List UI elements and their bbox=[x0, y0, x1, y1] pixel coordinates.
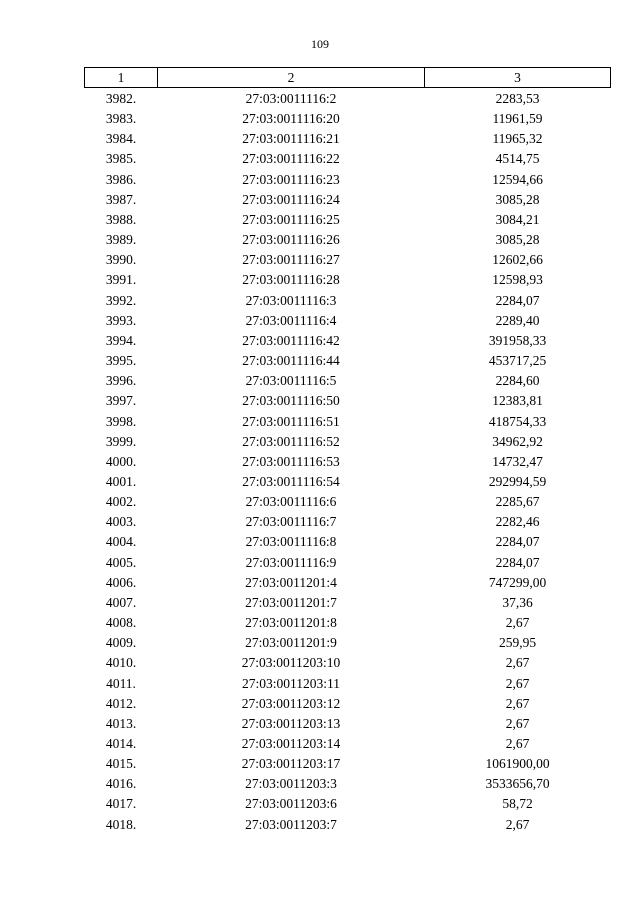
table-row bbox=[85, 210, 611, 230]
cadastral-value-cell: 2,67 bbox=[505, 695, 530, 711]
table-row bbox=[85, 815, 611, 835]
cadastral-value-table bbox=[84, 67, 611, 835]
table-row bbox=[85, 109, 611, 129]
cadastral-number-cell: 27:03:0011116:25 bbox=[242, 211, 340, 227]
row-number-cell: 3998. bbox=[105, 413, 137, 429]
table-row bbox=[85, 88, 611, 110]
cadastral-value-cell: 2284,07 bbox=[495, 554, 540, 570]
row-number-cell: 3999. bbox=[105, 433, 137, 449]
table-row bbox=[85, 573, 611, 593]
cadastral-value-cell: 2,67 bbox=[505, 715, 530, 731]
cadastral-number-cell: 27:03:0011203:7 bbox=[245, 816, 337, 832]
table-row bbox=[85, 492, 611, 512]
cadastral-number-cell: 27:03:0011203:17 bbox=[241, 756, 341, 772]
row-number-cell: 3992. bbox=[105, 292, 137, 308]
row-number-cell: 4003. bbox=[105, 514, 137, 530]
cadastral-value-cell: 4514,75 bbox=[495, 151, 540, 167]
table-row bbox=[85, 794, 611, 814]
row-number-cell: 4006. bbox=[105, 574, 137, 590]
row-number-cell: 3993. bbox=[105, 312, 137, 328]
cadastral-value-cell: 453717,25 bbox=[488, 353, 547, 369]
row-number-cell: 3989. bbox=[105, 232, 137, 248]
table-row bbox=[85, 633, 611, 653]
cadastral-value-cell: 2,67 bbox=[505, 675, 530, 691]
cadastral-number-cell: 27:03:0011201:8 bbox=[245, 615, 337, 631]
table-row bbox=[85, 190, 611, 210]
row-number-cell: 3997. bbox=[105, 393, 137, 409]
row-number-cell: 3991. bbox=[105, 272, 137, 288]
cadastral-value-cell: 2284,07 bbox=[495, 292, 540, 308]
table-row bbox=[85, 129, 611, 149]
table-row bbox=[85, 270, 611, 290]
cadastral-number-cell: 27:03:0011116:50 bbox=[242, 393, 340, 409]
row-number-cell: 3994. bbox=[105, 332, 137, 348]
row-number-cell: 3995. bbox=[105, 353, 137, 369]
row-number-cell: 4001. bbox=[105, 473, 137, 489]
table-header-row bbox=[85, 68, 611, 88]
cadastral-value-cell: 418754,33 bbox=[488, 413, 547, 429]
table-row bbox=[85, 452, 611, 472]
cadastral-number-cell: 27:03:0011203:12 bbox=[241, 695, 341, 711]
row-number-cell: 4013. bbox=[105, 715, 137, 731]
cadastral-value-cell: 2284,07 bbox=[495, 534, 540, 550]
row-number-cell: 4000. bbox=[105, 453, 137, 469]
row-number-cell: 4011. bbox=[106, 675, 136, 691]
row-number-cell: 4014. bbox=[105, 736, 137, 751]
cadastral-number-cell: 27:03:0011203:3 bbox=[245, 776, 337, 792]
table-row bbox=[85, 432, 611, 452]
row-number-cell: 4004. bbox=[105, 534, 137, 550]
row-number-cell: 3982. bbox=[105, 91, 137, 106]
row-number-cell: 4007. bbox=[105, 594, 137, 610]
cadastral-number-cell: 27:03:0011201:4 bbox=[245, 574, 337, 590]
cadastral-number-cell: 27:03:0011116:4 bbox=[245, 312, 337, 328]
table-row bbox=[85, 331, 611, 351]
row-number-cell: 4010. bbox=[105, 655, 137, 671]
row-number-cell: 3996. bbox=[105, 373, 137, 389]
table-row bbox=[85, 351, 611, 371]
table-row bbox=[85, 512, 611, 532]
row-number-cell: 4009. bbox=[105, 635, 137, 651]
cadastral-value-cell: 3085,28 bbox=[495, 191, 540, 207]
table-row bbox=[85, 754, 611, 774]
row-number-cell: 4012. bbox=[105, 695, 137, 711]
row-number-cell: 4008. bbox=[105, 615, 137, 631]
row-number-cell: 3987. bbox=[105, 191, 137, 207]
row-number-cell: 3986. bbox=[105, 171, 137, 187]
table-body bbox=[85, 88, 611, 835]
cadastral-value-cell: 12598,93 bbox=[492, 272, 543, 288]
cadastral-number-cell: 27:03:0011116:42 bbox=[242, 332, 340, 348]
cadastral-number-cell: 27:03:0011116:28 bbox=[242, 272, 340, 288]
table-row bbox=[85, 593, 611, 613]
cadastral-number-cell: 27:03:0011116:22 bbox=[242, 151, 340, 167]
cadastral-number-cell: 27:03:0011116:7 bbox=[245, 514, 337, 530]
table-row bbox=[85, 412, 611, 432]
cadastral-number-cell: 27:03:0011203:13 bbox=[241, 715, 341, 731]
cadastral-number-cell: 27:03:0011116:9 bbox=[245, 554, 337, 570]
table-row bbox=[85, 613, 611, 633]
cadastral-number-cell: 27:03:0011116:44 bbox=[242, 353, 340, 369]
table-row bbox=[85, 653, 611, 673]
row-number-cell: 3984. bbox=[105, 131, 137, 147]
cadastral-value-cell: 3533656,70 bbox=[485, 776, 550, 792]
cadastral-number-cell: 27:03:0011116:8 bbox=[245, 534, 337, 550]
table-row bbox=[85, 250, 611, 270]
cadastral-value-cell: 292994,59 bbox=[488, 473, 547, 489]
row-number-cell: 4017. bbox=[105, 796, 137, 812]
cadastral-value-cell: 2,67 bbox=[505, 736, 530, 751]
table-row bbox=[85, 170, 611, 190]
cadastral-value-cell: 58,72 bbox=[502, 796, 533, 812]
row-number-cell: 4016. bbox=[105, 776, 137, 792]
cadastral-number-cell: 27:03:0011116:54 bbox=[242, 473, 340, 489]
cadastral-number-cell: 27:03:0011116:23 bbox=[242, 171, 340, 187]
cadastral-value-cell: 391958,33 bbox=[488, 332, 547, 348]
cadastral-number-cell: 27:03:0011116:27 bbox=[242, 252, 340, 268]
column-header-value: 3 bbox=[425, 68, 611, 88]
cadastral-number-cell: 27:03:0011116:53 bbox=[242, 453, 340, 469]
cadastral-number-cell: 27:03:0011201:9 bbox=[245, 635, 337, 651]
cadastral-value-cell: 34962,92 bbox=[492, 433, 543, 449]
table-row bbox=[85, 472, 611, 492]
column-header-cadastral-number: 2 bbox=[158, 68, 425, 88]
row-number-cell: 3990. bbox=[105, 252, 137, 268]
cadastral-value-cell: 37,36 bbox=[502, 594, 533, 610]
row-number-cell: 4005. bbox=[105, 554, 137, 570]
cadastral-number-cell: 27:03:0011116:24 bbox=[242, 191, 340, 207]
row-number-cell: 4002. bbox=[105, 494, 137, 510]
table-row bbox=[85, 694, 611, 714]
cadastral-number-cell: 27:03:0011203:6 bbox=[245, 796, 337, 812]
cadastral-value-cell: 2,67 bbox=[505, 816, 530, 832]
row-number-cell: 4015. bbox=[105, 756, 137, 772]
cadastral-value-cell: 2282,46 bbox=[495, 514, 540, 530]
table-row bbox=[85, 291, 611, 311]
cadastral-value-cell: 12602,66 bbox=[492, 252, 543, 268]
table-row bbox=[85, 774, 611, 794]
cadastral-number-cell: 27:03:0011116:20 bbox=[242, 111, 340, 127]
cadastral-value-cell: 11965,32 bbox=[492, 131, 543, 147]
table-row bbox=[85, 734, 611, 754]
row-number-cell: 3988. bbox=[105, 211, 137, 227]
page-number: 109 bbox=[311, 37, 329, 51]
table-row bbox=[85, 714, 611, 734]
cadastral-number-cell: 27:03:0011116:21 bbox=[242, 131, 340, 147]
cadastral-value-cell: 1061900,00 bbox=[485, 756, 550, 772]
cadastral-value-cell: 2285,67 bbox=[495, 494, 540, 510]
cadastral-value-cell: 12594,66 bbox=[492, 171, 543, 187]
cadastral-number-cell: 27:03:0011116:2 bbox=[245, 91, 337, 106]
table-row bbox=[85, 149, 611, 169]
row-number-cell: 4018. bbox=[105, 816, 137, 832]
cadastral-value-cell: 259,95 bbox=[498, 635, 537, 651]
table-row bbox=[85, 674, 611, 694]
table-row bbox=[85, 230, 611, 250]
table-row bbox=[85, 311, 611, 331]
cadastral-value-cell: 2289,40 bbox=[495, 312, 540, 328]
table-row bbox=[85, 553, 611, 573]
cadastral-number-cell: 27:03:0011116:26 bbox=[242, 232, 340, 248]
table-row bbox=[85, 371, 611, 391]
cadastral-number-cell: 27:03:0011116:52 bbox=[242, 433, 340, 449]
row-number-cell: 3983. bbox=[105, 111, 137, 127]
cadastral-number-cell: 27:03:0011203:10 bbox=[241, 655, 341, 671]
cadastral-value-cell: 14732,47 bbox=[492, 453, 543, 469]
cadastral-value-cell: 747299,00 bbox=[488, 574, 547, 590]
cadastral-value-cell: 2284,60 bbox=[495, 373, 540, 389]
column-header-number: 1 bbox=[85, 68, 158, 88]
cadastral-value-cell: 2,67 bbox=[505, 655, 530, 671]
cadastral-value-cell: 2283,53 bbox=[495, 91, 540, 106]
cadastral-value-cell: 2,67 bbox=[505, 615, 530, 631]
cadastral-number-cell: 27:03:0011116:3 bbox=[245, 292, 337, 308]
cadastral-value-cell: 3084,21 bbox=[495, 211, 540, 227]
table-row bbox=[85, 532, 611, 552]
cadastral-value-cell: 3085,28 bbox=[495, 232, 540, 248]
cadastral-number-cell: 27:03:0011203:14 bbox=[241, 736, 341, 751]
row-number-cell: 3985. bbox=[105, 151, 137, 167]
cadastral-number-cell: 27:03:0011116:5 bbox=[245, 373, 337, 389]
cadastral-number-cell: 27:03:0011116:6 bbox=[245, 494, 337, 510]
cadastral-value-cell: 12383,81 bbox=[492, 393, 543, 409]
cadastral-number-cell: 27:03:0011116:51 bbox=[242, 413, 340, 429]
cadastral-value-cell: 11961,59 bbox=[492, 111, 543, 127]
table-row bbox=[85, 391, 611, 411]
cadastral-number-cell: 27:03:0011201:7 bbox=[245, 594, 337, 610]
cadastral-number-cell: 27:03:0011203:11 bbox=[241, 675, 340, 691]
